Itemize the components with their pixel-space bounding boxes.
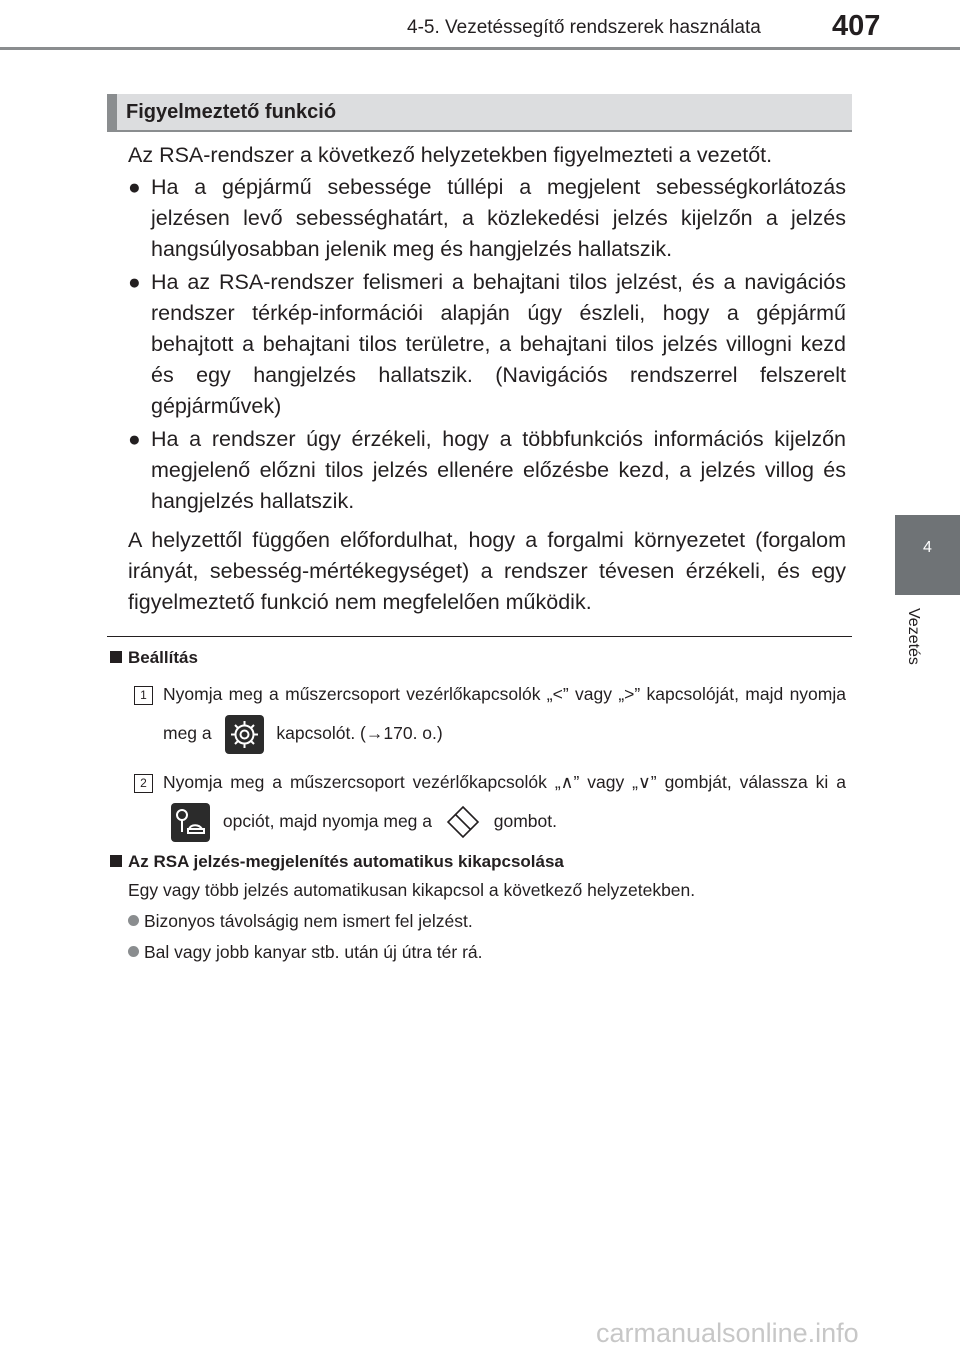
step-text-part: opciót, majd nyomja meg a [222, 811, 433, 831]
step-text [163, 675, 846, 754]
chapter-tab-label-text: Vezetés [905, 608, 922, 665]
list-item [128, 942, 483, 963]
page-number: 407 [832, 10, 881, 42]
square-bullet-icon [110, 855, 122, 867]
header-rule [0, 47, 960, 50]
section-heading-bar [107, 94, 117, 132]
watermark: carmanualsonline.info [596, 1318, 859, 1348]
list-item-text: Bal vagy jobb kanyar stb. után új útra tér rá. [144, 942, 483, 962]
list-item-text: Bizonyos távolságig nem ismert fel jelzést. [144, 911, 473, 931]
bullet-text: Ha a gépjármű sebessége túllépi a megjelent sebességkorlátozás jelzésen levő sebességhatárt, a közlekedési jelzés kijelzőn a jelzés hangsúlyosabban jelenik meg és hangjelzés hallatszik. [151, 175, 846, 261]
list-item [128, 911, 473, 932]
step-number: 1 [134, 686, 153, 705]
settings-heading-text: Beállítás [128, 648, 198, 667]
step-text [163, 763, 846, 842]
step-2 [134, 763, 846, 842]
step-text-part: Nyomja meg a műszercsoport vezérlőkapcsolók „<” vagy „>” kapcsolóját, majd nyomja meg a [163, 684, 846, 743]
bullet-item [128, 267, 846, 422]
square-bullet-icon [110, 651, 122, 663]
settings-heading [110, 648, 198, 668]
bullet-dot-icon: ● [128, 271, 141, 294]
auto-off-heading [110, 852, 564, 872]
step-text-part: Nyomja meg a műszercsoport vezérlőkapcsolók „∧” vagy „∨” gombját, válassza ki a [163, 772, 846, 792]
section-heading [107, 94, 852, 132]
auto-off-text: Egy vagy több jelzés automatikusan kikapcsol a következő helyzetekben. [128, 880, 696, 900]
auto-off-heading-text: Az RSA jelzés-megjelenítés automatikus kikapcsolása [128, 852, 564, 871]
chapter-title: 4-5. Vezetéssegítő rendszerek használata [407, 17, 761, 38]
bullet-dot-icon: ● [128, 428, 141, 451]
section-heading-text: Figyelmeztető funkció [126, 101, 337, 123]
step-number: 2 [134, 774, 153, 793]
bullet-text: Ha az RSA-rendszer felismeri a behajtani tilos jelzést, és a navigációs rendszer térkép-információi alapján úgy észleli, hogy a gépjármű behajtott a behajtani tilos területre, a behajtani tilos jelzés villogni kezd és egy hangjelzés hallatszik. (Navigációs rendszerrel felszerelt gépjárművek) [151, 270, 846, 418]
bullet-item [128, 172, 846, 265]
step-text-part: gombot. [493, 811, 557, 831]
bullet-dot-icon: ● [128, 176, 141, 199]
chapter-tab [895, 515, 960, 595]
chapter-tab-number: 4 [923, 539, 932, 556]
road-sign-assist-icon [171, 803, 210, 842]
bullet-item [128, 424, 846, 517]
intro-paragraph: Az RSA-rendszer a következő helyzetekben figyelmezteti a vezetőt. [128, 143, 773, 167]
section-divider [107, 636, 852, 637]
bullet-dot-icon [128, 915, 139, 926]
note-paragraph: A helyzettől függően előfordulhat, hogy a forgalmi környezetet (forgalom irányát, sebesség-mértékegységet) a rendszer tévesen érzékeli, és egy figyelmeztető funkció nem megfelelően működik. [128, 528, 846, 614]
step-1 [134, 675, 846, 754]
bullet-dot-icon [128, 946, 139, 957]
ok-button-icon [445, 804, 481, 840]
bullet-text: Ha a rendszer úgy érzékeli, hogy a többfunkciós információs kijelzőn megjelenő előzni tilos jelzés ellenére előzésbe kezd, a jelzés villog és hangjelzés hallatszik. [151, 427, 846, 513]
chapter-tab-label [902, 608, 924, 688]
step-text-part: kapcsolót. (→170. o.) [276, 723, 443, 743]
gear-icon [225, 715, 264, 754]
